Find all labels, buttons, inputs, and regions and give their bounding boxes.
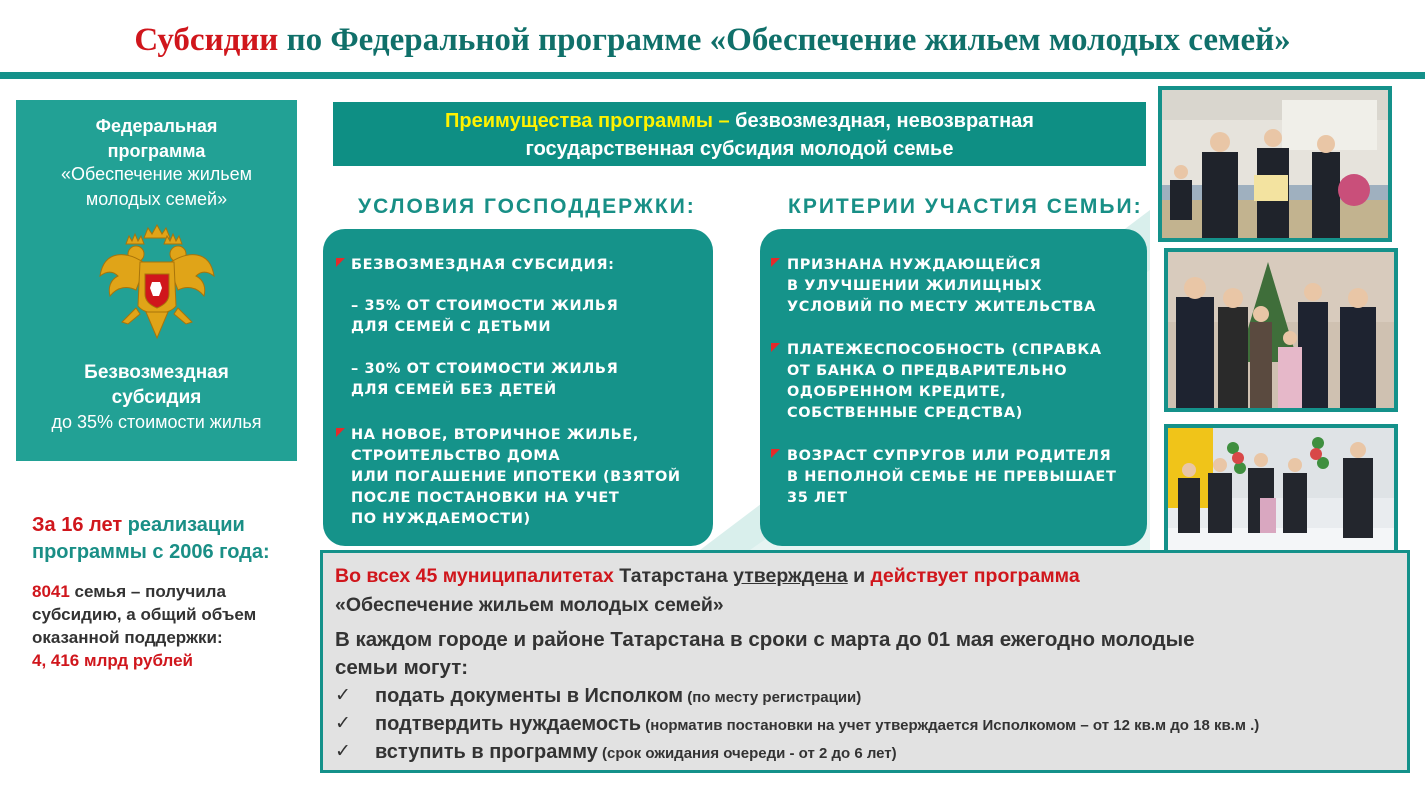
bullet-marker-icon [771, 343, 780, 352]
step-join-program [375, 741, 897, 764]
criteria-item-1: ПРИЗНАНА НУЖДАЮЩЕЙСЯ В УЛУЧШЕНИИ ЖИЛИЩНЫХ УСЛОВИЙ ПО МЕСТУ ЖИТЕЛЬСТВА [787, 257, 1096, 315]
page-title [0, 22, 1425, 59]
approved-word: утверждена [733, 565, 848, 587]
criteria-card [760, 229, 1147, 546]
advantages-text: безвозмездная, невозвратная государственная субсидия молодой семье [525, 110, 1034, 160]
conjunction: и [847, 565, 871, 587]
bullet-marker-icon [771, 258, 780, 267]
advantages-banner [333, 102, 1146, 166]
program-info-panel [16, 100, 297, 461]
russian-coat-of-arms-icon [96, 220, 218, 345]
step-2-note: (норматив постановки на учет утверждается Исполкомом – от 12 кв.м до 18 кв.м .) [641, 717, 1260, 734]
photo-family-group [1164, 248, 1398, 412]
program-heading: Федеральная программа [95, 116, 218, 161]
photo-award-ceremony [1158, 86, 1392, 242]
stats-years-rest: реализации программы с 2006 года: [32, 514, 270, 563]
title-highlight: Субсидии [134, 22, 279, 58]
photo-outdoor-ceremony [1164, 424, 1398, 560]
step-3-note: (срок ожидания очереди - от 2 до 6 лет) [597, 745, 897, 762]
title-underline [0, 72, 1425, 79]
program-name: «Обеспечение жильем молодых семей» [60, 164, 253, 209]
advantages-label: Преимущества программы – [445, 110, 730, 132]
conditions-card [323, 229, 713, 546]
checkmark-icon: ✓ [335, 713, 351, 734]
subsidy-amount: до 35% стоимости жилья [51, 412, 262, 432]
deadline-line: В каждом городе и районе Татарстана в сроки с марта до 01 мая ежегодно молодые [335, 628, 1195, 651]
conditions-item-1: БЕЗВОЗМЕЗДНАЯ СУБСИДИЯ: [351, 257, 615, 273]
criteria-item-3: ВОЗРАСТ СУПРУГОВ ИЛИ РОДИТЕЛЯ В НЕПОЛНОЙ СЕМЬЕ НЕ ПРЕВЫШАЕТ 35 ЛЕТ [787, 448, 1117, 506]
conditions-sub-1: – 35% ОТ СТОИМОСТИ ЖИЛЬЯ ДЛЯ СЕМЕЙ С ДЕТЬМИ [351, 298, 619, 335]
criteria-heading: КРИТЕРИИ УЧАСТИЯ СЕМЬИ: [788, 195, 1143, 218]
step-1-label: подать документы в Исполком [375, 685, 684, 707]
municipalities-count: Во всех 45 муниципалитетах [335, 565, 614, 587]
region-name: Татарстана [613, 565, 734, 587]
program-details-box [320, 550, 1410, 773]
stats-body [32, 580, 302, 672]
conditions-item-2: НА НОВОЕ, ВТОРИЧНОЕ ЖИЛЬЕ, СТРОИТЕЛЬСТВО ДОМА ИЛИ ПОГАШЕНИЕ ИПОТЕКИ (ВЗЯТОЙ ПОСЛЕ ПОСТАНОВКИ НА УЧЕТ ПО НУЖДАЕМОСТИ) [351, 427, 681, 527]
families-can-line: семьи могут: [335, 656, 469, 679]
conditions-sub-2: – 30% ОТ СТОИМОСТИ ЖИЛЬЯ ДЛЯ СЕМЕЙ БЕЗ ДЕТЕЙ [351, 361, 619, 398]
municipalities-line [335, 565, 1080, 588]
step-3-label: вступить в программу [375, 741, 598, 763]
checkmark-icon: ✓ [335, 741, 351, 762]
checkmark-icon: ✓ [335, 685, 351, 706]
program-active: действует программа [870, 565, 1080, 587]
stats-years: За 16 лет [32, 514, 123, 536]
conditions-heading: УСЛОВИЯ ГОСПОДДЕРЖКИ: [358, 195, 696, 218]
step-2-label: подтвердить нуждаемость [375, 713, 642, 735]
program-title-line: «Обеспечение жильем молодых семей» [335, 594, 724, 616]
bullet-marker-icon [771, 449, 780, 458]
step-submit-docs [375, 685, 861, 708]
step-confirm-need [375, 713, 1259, 736]
families-text: семья – получила субсидию, а общий объем оказанной поддержки: [32, 582, 257, 647]
bullet-marker-icon [336, 258, 345, 267]
title-rest: по Федеральной программе «Обеспечение жильем молодых семей» [278, 22, 1291, 58]
total-amount: 4, 416 млрд рублей [32, 651, 194, 670]
stats-heading [32, 512, 322, 566]
bullet-marker-icon [336, 428, 345, 437]
step-1-note: (по месту регистрации) [683, 689, 862, 706]
families-count: 8041 [32, 582, 70, 601]
criteria-item-2: ПЛАТЕЖЕСПОСОБНОСТЬ (СПРАВКА ОТ БАНКА О ПРЕДВАРИТЕЛЬНО ОДОБРЕННОМ КРЕДИТЕ, СОБСТВЕННЫЕ СРЕДСТВА) [787, 342, 1102, 421]
subsidy-heading: Безвозмездная субсидия [84, 362, 229, 408]
